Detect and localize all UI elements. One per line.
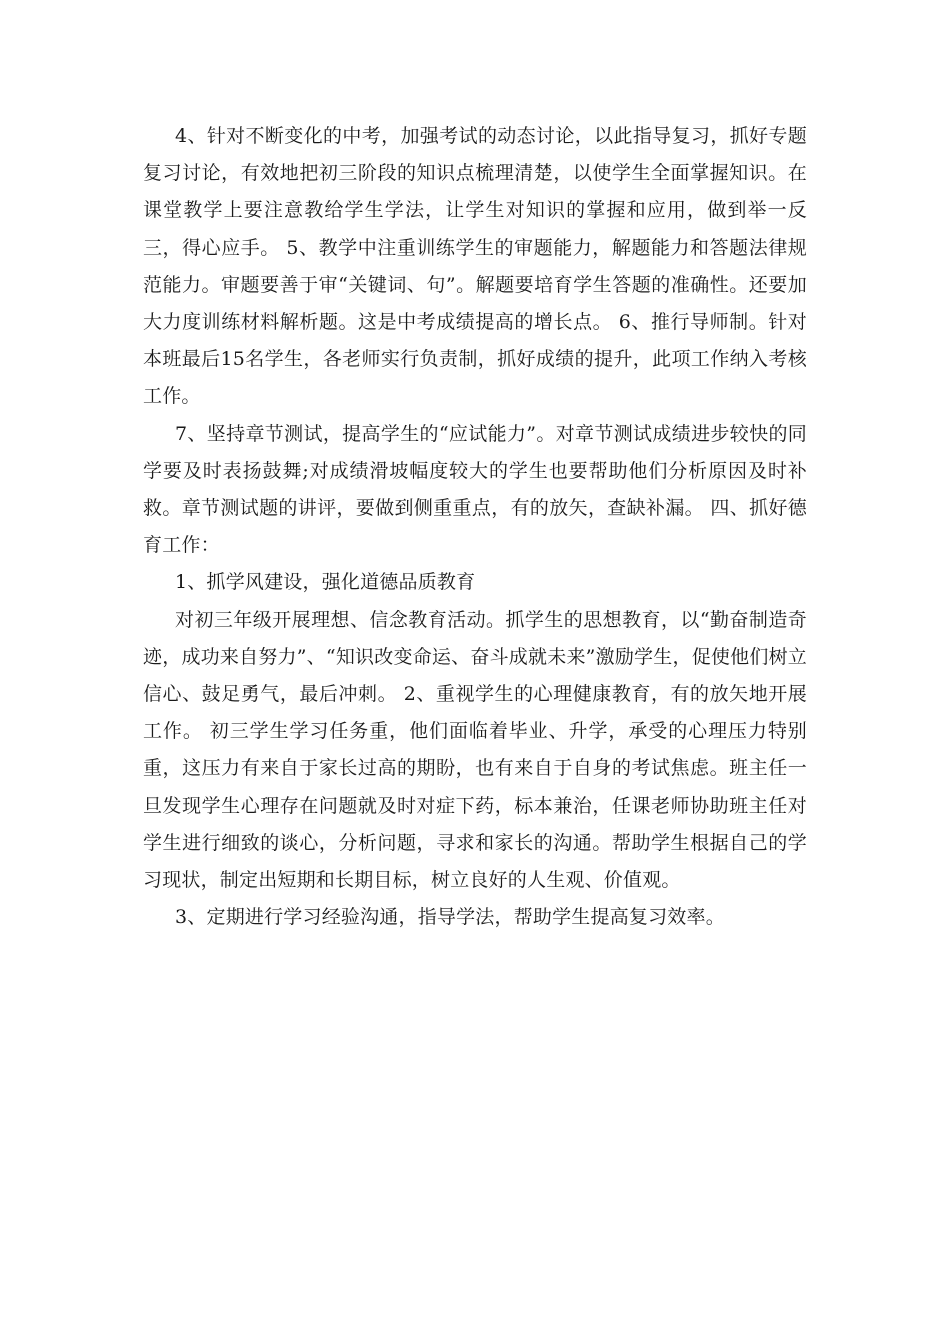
paragraph-moral-education: 对初三年级开展理想、信念教育活动。抓学生的思想教育，以“勤奋制造奇迹，成功来自努力”、“知识改变命运、奋斗成就未来”激励学生，促使他们树立信心、鼓足勇气，最后冲刺。 2、重视学生的心理健康教育，有的放矢地开展工作。 初三学生学习任务重，他们面临着毕业、升学，承受的心理压力特别重，这压力有来自于家长过高的期盼，也有来自于自身的考试焦虑。班主任一旦发现学生心理存在问题就及时对症下药，标本兼治，任课老师协助班主任对学生进行细致的谈心，分析问题，寻求和家长的沟通。帮助学生根据自己的学习现状，制定出短期和长期目标，树立良好的人生观、价值观。 (143, 608, 807, 892)
paragraph-chapter-tests: 7、坚持章节测试，提高学生的“应试能力”。对章节测试成绩进步较快的同学要及时表扬鼓舞;对成绩滑坡幅度较大的学生也要帮助他们分析原因及时补救。章节测试题的讲评，要做到侧重重点，有的放矢，查缺补漏。 四、抓好德育工作： (143, 422, 807, 557)
document-body (143, 118, 807, 936)
paragraph-study-style-heading: 1、抓学风建设，强化道德品质教育 (175, 571, 476, 594)
paragraph-experience-exchange: 3、定期进行学习经验沟通，指导学法，帮助学生提高复习效率。 (175, 906, 725, 929)
paragraph-exam-review: 4、针对不断变化的中考，加强考试的动态讨论，以此指导复习，抓好专题复习讨论，有效地把初三阶段的知识点梳理清楚，以使学生全面掌握知识。在课堂教学上要注意教给学生学法，让学生对知识的掌握和应用，做到举一反三，得心应手。 5、教学中注重训练学生的审题能力，解题能力和答题法律规范能力。审题要善于审“关键词、句”。解题要培育学生答题的准确性。还要加大力度训练材料解析题。这是中考成绩提高的增长点。 6、推行导师制。针对本班最后15名学生，各老师实行负责制，抓好成绩的提升，此项工作纳入考核工作。 (143, 125, 807, 408)
